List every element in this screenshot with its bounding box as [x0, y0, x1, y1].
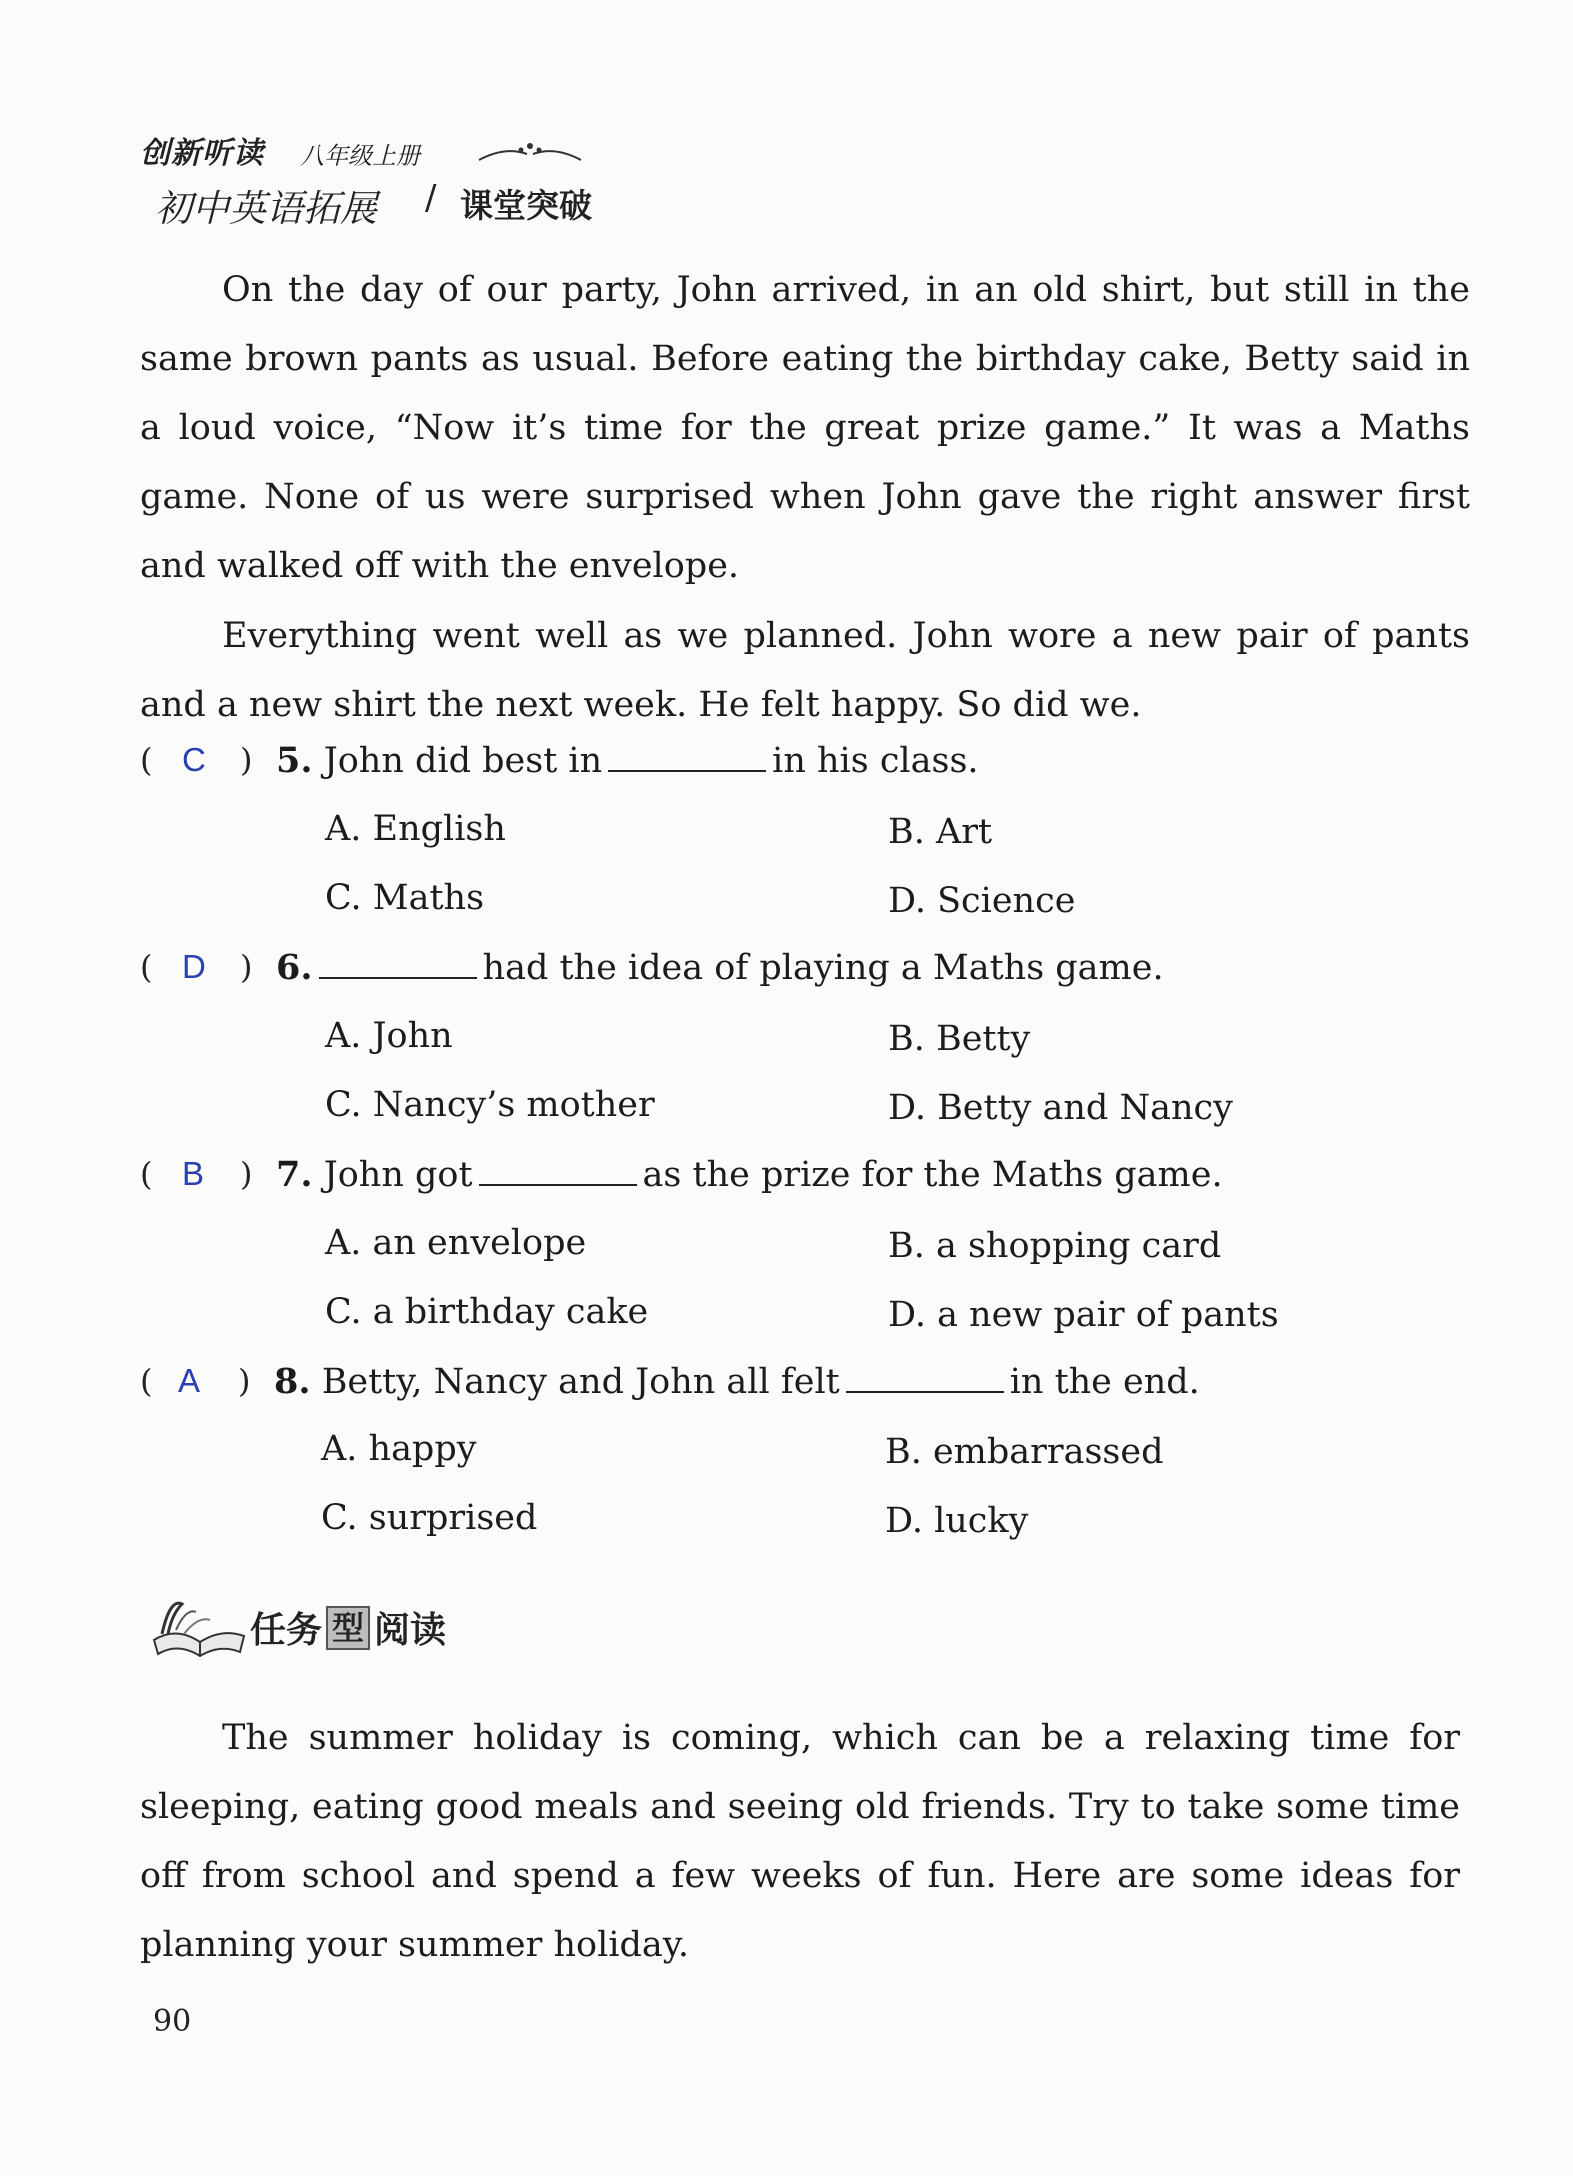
answer-blank — [846, 1363, 1004, 1393]
option-c: C. surprised — [321, 1498, 538, 1538]
answer-paren-close: ) — [240, 1155, 253, 1193]
header-separator: / — [425, 178, 437, 218]
option-b: B. Art — [888, 812, 993, 852]
answer-mark: C — [182, 741, 206, 778]
answer-mark: D — [182, 948, 206, 985]
option-a: A. John — [325, 1016, 453, 1056]
section-title: 课堂突破 — [460, 186, 592, 225]
grade-label: 八年级上册 — [300, 142, 420, 170]
boxed-character: 型 — [326, 1606, 370, 1650]
question-stem: 5. John did best in in his class. — [276, 740, 979, 781]
answer-paren-close: ) — [238, 1362, 251, 1400]
open-book-icon — [148, 1590, 248, 1662]
answer-mark: B — [182, 1155, 205, 1192]
option-a: A. happy — [321, 1429, 477, 1469]
answer-paren-open: ( — [140, 1362, 153, 1400]
option-d: D. Betty and Nancy — [888, 1088, 1233, 1128]
option-b: B. embarrassed — [885, 1432, 1164, 1472]
passage2-paragraph: The summer holiday is coming, which can be a relaxing time for sleeping, eating good meals and seeing old friends. Try to take some time off from school and spend a few weeks of fun. Here are some ideas for planning your summer holiday. — [140, 1718, 1460, 1965]
book-subtitle: 初中英语拓展 — [155, 187, 377, 230]
option-b: B. a shopping card — [888, 1226, 1222, 1266]
answer-mark: A — [178, 1362, 201, 1399]
passage1-paragraph-1: On the day of our party, John arrived, in an old shirt, but still in the same brown pants as usual. Before eating the birthday cake, Betty said in a loud voice, “Now it’s time for the great prize game.” It was a Maths game. None of us were surprised when John gave the right answer first and walked off with the envelope. — [140, 270, 1470, 586]
option-c: C. Maths — [325, 878, 485, 918]
answer-blank — [608, 742, 766, 772]
answer-paren-open: ( — [140, 948, 153, 986]
option-d: D. lucky — [885, 1501, 1029, 1541]
task-reading-title: 任务 型 阅读 — [250, 1602, 446, 1653]
question-stem: 8. Betty, Nancy and John all felt in the end. — [274, 1361, 1200, 1402]
option-a: A. English — [325, 809, 506, 849]
passage1-paragraph-2: Everything went well as we planned. John wore a new pair of pants and a new shirt the next week. He felt happy. So did we. — [140, 616, 1470, 725]
option-d: D. Science — [888, 881, 1076, 921]
option-b: B. Betty — [888, 1019, 1031, 1059]
answer-paren-open: ( — [140, 1155, 153, 1193]
answer-blank — [319, 949, 477, 979]
task-reading-header — [148, 1590, 548, 1670]
answer-paren-close: ) — [240, 741, 253, 779]
answer-paren-open: ( — [140, 741, 153, 779]
ornament-icon — [475, 138, 585, 168]
option-c: C. Nancy’s mother — [325, 1085, 655, 1125]
page-number: 90 — [153, 2004, 192, 2039]
option-c: C. a birthday cake — [325, 1292, 649, 1332]
page-header — [140, 128, 660, 228]
question-stem: 7. John got as the prize for the Maths game. — [276, 1154, 1223, 1195]
answer-blank — [479, 1156, 637, 1186]
option-a: A. an envelope — [325, 1223, 587, 1263]
question-stem: 6. had the idea of playing a Maths game. — [276, 947, 1164, 988]
answer-paren-close: ) — [240, 948, 253, 986]
option-d: D. a new pair of pants — [888, 1295, 1279, 1335]
brand-logo: 创新听读 — [140, 136, 264, 171]
